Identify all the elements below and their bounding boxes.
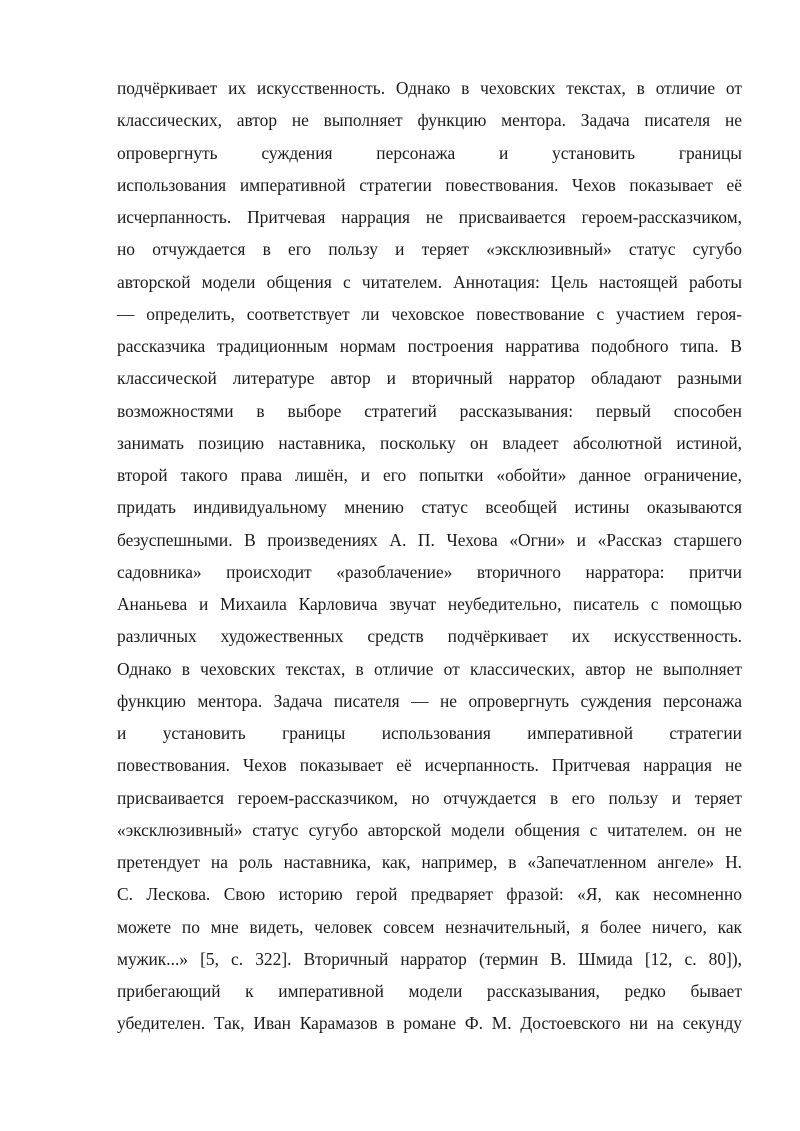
text-line: С. Лескова. Свою историю герой предваряет фразой: «Я, как несомненно: [117, 884, 742, 905]
text-line: исчерпанность. Притчевая наррация не присваивается героем-рассказчиком,: [117, 207, 742, 227]
text-line: опровергнуть суждения персонажа и установить границы: [117, 142, 742, 163]
body-text: [117, 72, 742, 1040]
text-line: повествования. Чехов показывает её исчерпанность. Притчевая наррация не: [117, 755, 742, 776]
text-line: Однако в чеховских текстах, в отличие от классических, автор не выполняет: [117, 658, 742, 679]
text-line: и установить границы использования императивной стратегии: [117, 723, 742, 743]
text-line: функцию ментора. Задача писателя — не опровергнуть суждения персонажа: [117, 690, 742, 711]
text-line: можете по мне видеть, человек совсем незначительный, я более ничего, как: [117, 916, 742, 937]
text-line: классической литературе автор и вторичный нарратор обладают разными: [117, 368, 742, 389]
text-line: мужик...» [5, с. 322]. Вторичный нарратор (термин В. Шмида [12, с. 80]),: [117, 948, 742, 969]
text-line: придать индивидуальному мнению статус всеобщей истины оказываются: [117, 497, 742, 518]
text-line: — определить, соответствует ли чеховское повествование с участием героя-: [117, 303, 742, 324]
text-line: авторской модели общения с читателем. Аннотация: Цель настоящей работы: [117, 271, 742, 292]
text-line: возможностями в выборе стратегий рассказывания: первый способен: [117, 400, 742, 421]
text-line: подчёркивает их искусственность. Однако в чеховских текстах, в отличие от: [117, 78, 742, 98]
text-line: прибегающий к императивной модели рассказывания, редко бывает: [117, 981, 742, 1001]
text-line: убедителен. Так, Иван Карамазов в романе Ф. М. Достоевского ни на секунду: [117, 1013, 742, 1034]
text-line: использования императивной стратегии повествования. Чехов показывает её: [117, 174, 742, 195]
text-line: Ананьева и Михаила Карловича звучат неубедительно, писатель с помощью: [117, 594, 742, 614]
text-line: безуспешными. В произведениях А. П. Чехова «Огни» и «Рассказ старшего: [117, 529, 742, 550]
text-line: «эксклюзивный» статус сугубо авторской модели общения с читателем. он не: [117, 819, 742, 840]
text-line: второй такого права лишён, и его попытки «обойти» данное ограничение,: [117, 465, 742, 485]
text-line: различных художественных средств подчёркивает их искусственность.: [117, 626, 742, 647]
text-line: но отчуждается в его пользу и теряет «эксклюзивный» статус сугубо: [117, 239, 742, 260]
text-line: садовника» происходит «разоблачение» вторичного нарратора: притчи: [117, 561, 742, 582]
text-line: рассказчика традиционным нормам построения нарратива подобного типа. В: [117, 336, 742, 356]
text-line: занимать позицию наставника, поскольку он владеет абсолютной истиной,: [117, 432, 742, 453]
text-line: присваивается героем-рассказчиком, но отчуждается в его пользу и теряет: [117, 787, 742, 808]
text-line: классических, автор не выполняет функцию ментора. Задача писателя не: [117, 110, 742, 131]
text-line: претендует на роль наставника, как, например, в «Запечатленном ангеле» Н.: [117, 852, 742, 872]
